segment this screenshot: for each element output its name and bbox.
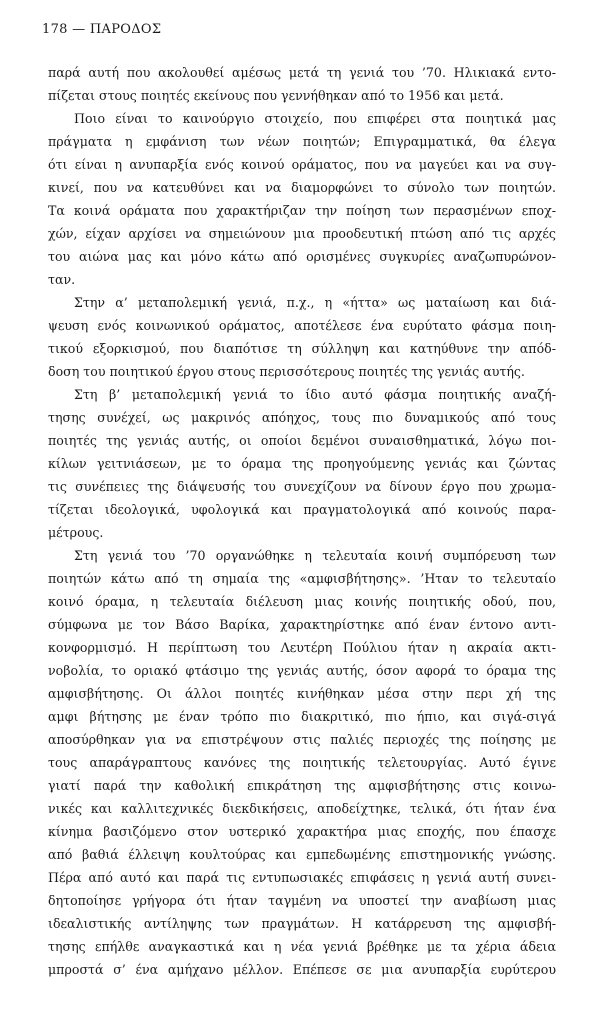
text-line: τίζεται ιδεολογικά, υφολογικά και πραγματολογικά από κοινούς παρα- bbox=[48, 502, 556, 517]
text-line: Στη β’ μεταπολεμική γενιά το ίδιο αυτό φάσμα ποιητικής αναζή- bbox=[74, 387, 556, 402]
text-line: τις συνέπειες της διάψευσής του συνεχίζουν να δίνουν έργο που χρωμα- bbox=[48, 479, 556, 494]
text-line: Ποιο είναι το καινούργιο στοιχείο, που επιφέρει στα ποιητικά μας bbox=[74, 111, 556, 126]
text-line: νικές και καλλιτεχνικές διεκδικήσεις, αποδείχτηκε, τελικά, ότι ήταν ένα bbox=[48, 801, 556, 816]
paragraph bbox=[48, 61, 556, 107]
text-line: κίλων γειτνιάσεων, με το όραμα της προηγούμενης γενιάς και ζώντας bbox=[48, 456, 556, 471]
text-body bbox=[48, 61, 556, 981]
text-line: χών, είχαν αρχίσει να σημειώνουν μια προοδευτική πτώση από τις αρχές bbox=[48, 226, 556, 241]
text-line: δοση του ποιητικού έργου στους περισσότερους ποιητές της γενιάς αυτής. bbox=[48, 364, 525, 379]
text-line: κινεί, που να κατευθύνει και να διαμορφώνει το σύνολο των ποιητών. bbox=[48, 180, 556, 195]
text-line: του αιώνα μας και μόνο κάτω από ορισμένες συγκυρίες αναζωπυρώνον- bbox=[48, 249, 556, 264]
text-line: τικού εξορκισμού, που διαπότισε τη σύλληψη και κατηύθυνε την απόδ- bbox=[48, 341, 556, 356]
text-line: πράγματα η εμφάνιση των νέων ποιητών; Επιγραμματικά, θα έλεγα bbox=[48, 134, 556, 149]
text-line: αποσύρθηκαν για να επιστρέψουν στις παλιές περιοχές της ποίησης με bbox=[48, 732, 556, 747]
text-line: από βαθιά έλλειψη κουλτούρας και εμπεδωμένης επιστημονικής γνώσης. bbox=[48, 847, 556, 862]
text-line: μέτρους. bbox=[48, 525, 104, 540]
text-line: κοινό όραμα, η τελευταία διέλευση μιας κοινής ποιητικής οδού, που, bbox=[48, 594, 556, 609]
text-line: κίνημα βασιζόμενο στον υστερικό χαρακτήρα μιας εποχής, που έπασχε bbox=[48, 824, 556, 839]
text-line: παρά αυτή που ακολουθεί αμέσως μετά τη γενιά του ’70. Ηλικιακά εντο- bbox=[48, 65, 556, 80]
text-line: Στην α’ μεταπολεμική γενιά, π.χ., η «ήττα» ως ματαίωση και διά- bbox=[74, 295, 556, 310]
text-line: νοβολία, το οριακό φτάσιμο της γενιάς αυτής, όσον αφορά το όραμα της bbox=[48, 663, 556, 678]
text-line: ταν. bbox=[48, 272, 76, 287]
text-line: σύμφωνα με τον Βάσο Βαρίκα, χαρακτηρίστηκε από έναν έντονο αντι- bbox=[48, 617, 556, 632]
text-line: αμφι βήτησης με έναν τρόπο πιο διακριτικό, πιο ήπιο, και σιγά-σιγά bbox=[48, 709, 556, 724]
paragraph bbox=[48, 544, 556, 981]
text-line: γιατί παρά την καθολική επικράτηση της αμφισβήτησης στις κοινω- bbox=[48, 778, 556, 793]
text-line: αμφισβήτησης. Οι άλλοι ποιητές κινήθηκαν μέσα στην περι χή της bbox=[48, 686, 556, 701]
text-line: πίζεται στους ποιητές εκείνους που γεννήθηκαν από το 1956 και μετά. bbox=[48, 88, 504, 103]
text-line: μπροστά σ’ ένα αμήχανο μέλλον. Επέπεσε σε μια ανυπαρξία ευρύτερου bbox=[48, 962, 556, 977]
text-line: Τα κοινά οράματα που χαρακτήριζαν την ποίηση των περασμένων εποχ- bbox=[48, 203, 556, 218]
text-line: Πέρα από αυτό και παρά τις εντυπωσιακές επιφάσεις η γενιά αυτή συνει- bbox=[48, 870, 556, 885]
text-line: ιδεαλιστικής αντίληψης των πραγμάτων. Η κατάρρευση της αμφισβή- bbox=[48, 916, 556, 931]
text-line: ότι είναι η ανυπαρξία ενός κοινού οράματος, που να μαγεύει και να συγ- bbox=[48, 157, 556, 172]
text-line: κονφορμισμό. Η περίπτωση του Λευτέρη Πούλιου ήταν η ακραία ακτι- bbox=[48, 640, 556, 655]
paragraph bbox=[48, 107, 556, 291]
running-head: 178 — ΠΑΡΟΔΟΣ bbox=[42, 22, 162, 37]
text-line: ποιητών κάτω από τη σημαία της «αμφισβήτησης». ’Ηταν το τελευταίο bbox=[48, 571, 556, 586]
text-line: Στη γενιά του ’70 οργανώθηκε η τελευταία κοινή συμπόρευση των bbox=[74, 548, 556, 563]
text-line: τους απαράγραπτους κανόνες της ποιητικής τελετουργίας. Αυτό έγινε bbox=[48, 755, 556, 770]
paragraph bbox=[48, 383, 556, 544]
text-line: δητοποίησε γρήγορα ότι ήταν ταγμένη να υποστεί την αναβίωση μιας bbox=[48, 893, 556, 908]
text-line: ψευση ενός κοινωνικού οράματος, αποτέλεσε ένα ευρύτατο φάσμα ποιη- bbox=[48, 318, 556, 333]
text-line: τησης επήλθε αναγκαστικά και η νέα γενιά βρέθηκε με τα χέρια άδεια bbox=[48, 939, 556, 954]
text-line: τησης συνέχεί, ως μακρινός απόηχος, τους πιο δυναμικούς από τους bbox=[48, 410, 556, 425]
text-line: ποιητές της γενιάς αυτής, οι οποίοι δεμένοι συναισθηματικά, λόγω ποι- bbox=[48, 433, 556, 448]
paragraph bbox=[48, 291, 556, 383]
